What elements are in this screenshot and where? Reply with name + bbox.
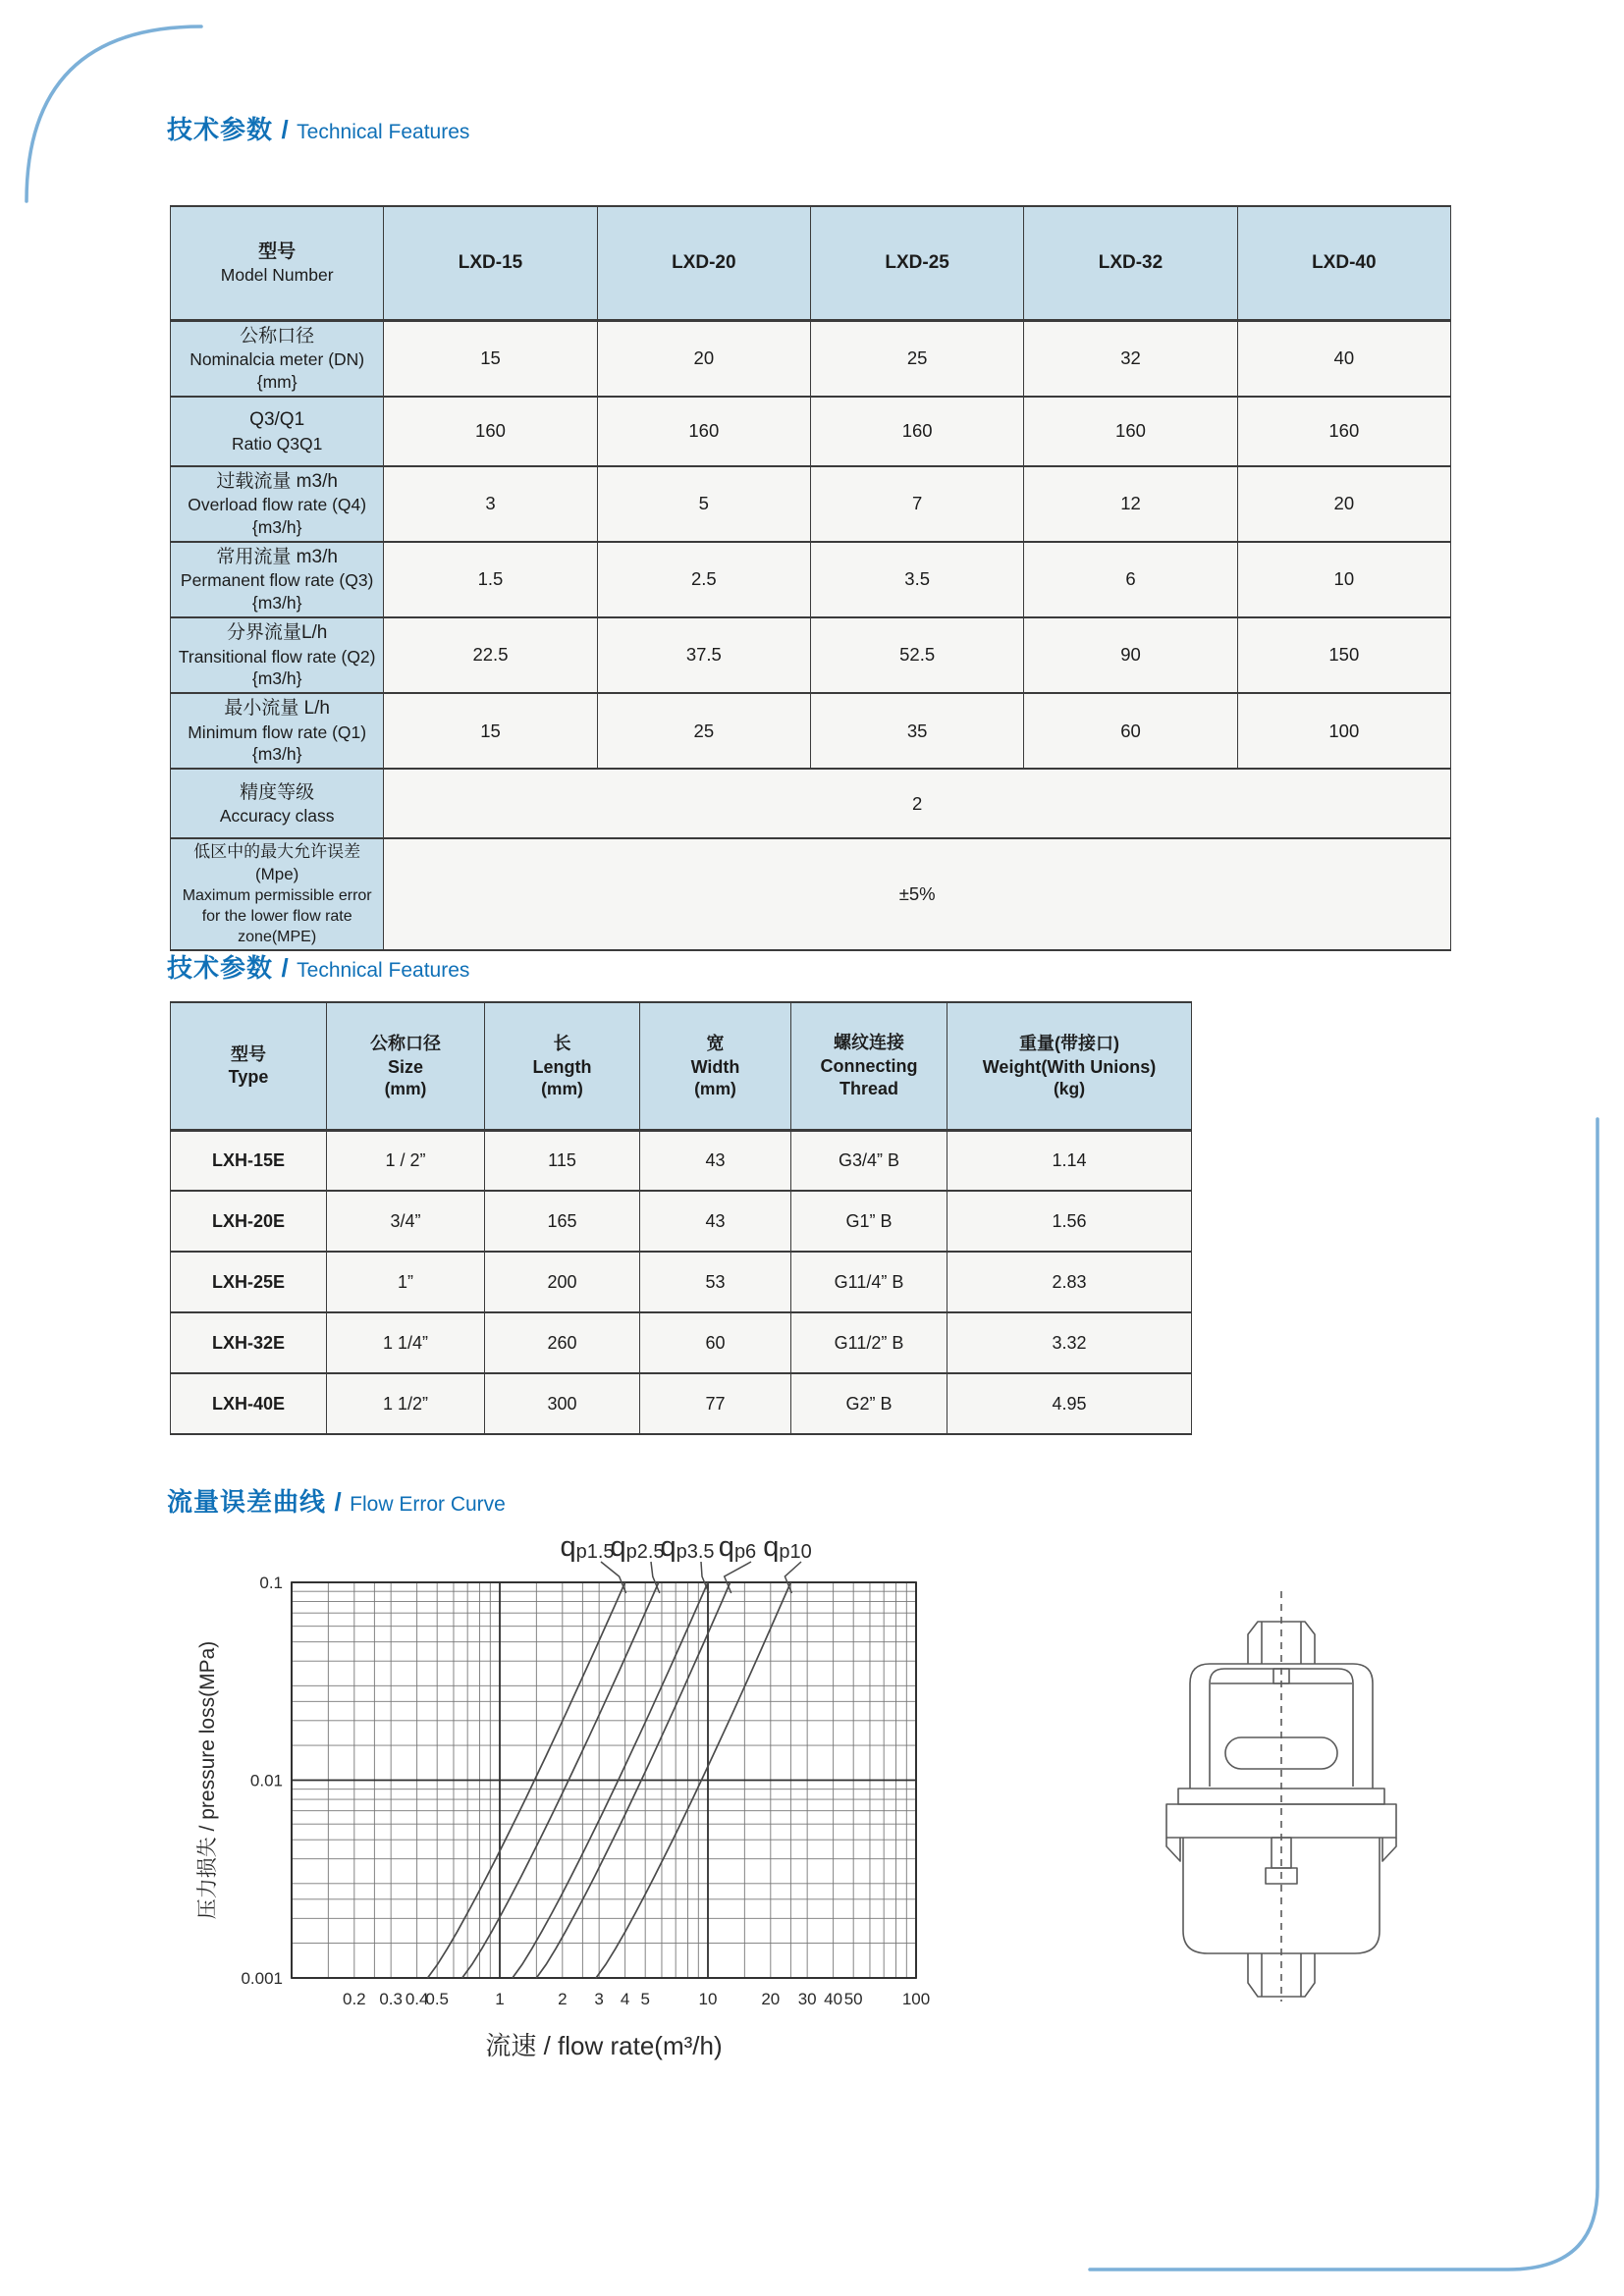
meter-window-slot	[1225, 1737, 1337, 1769]
label-zh: Q3/Q1	[249, 408, 305, 430]
curve-label-qp6: qp6	[718, 1531, 757, 1563]
table2-row	[171, 1130, 1192, 1191]
model-header-cell: LXD-25	[810, 206, 1023, 320]
spec-merged-value-cell: ±5%	[384, 838, 1451, 950]
label-zh: 重量(带接口)	[1019, 1034, 1119, 1054]
x-tick-label: 30	[797, 1990, 817, 2008]
dimension-header-cell	[171, 1002, 327, 1130]
spec-value-cell: 7	[810, 466, 1023, 542]
spec-value-cell: 15	[384, 693, 597, 769]
spec-label-cell	[171, 542, 384, 617]
spec-value-cell: 160	[810, 397, 1023, 466]
label-zh: 型号	[258, 240, 297, 262]
label-zh: 低区中的最大允许误差(Mpe)	[193, 842, 361, 884]
table1-header-row	[171, 206, 1451, 320]
spec-label-cell	[171, 693, 384, 769]
label-en: Nominalcia meter (DN){mm}	[189, 349, 365, 392]
technical-features-table	[170, 205, 1451, 951]
section3-title-zh: 流量误差曲线	[167, 1487, 327, 1517]
label-en: Transitional flow rate (Q2){m3/h}	[178, 646, 376, 689]
spec-label-cell	[171, 466, 384, 542]
section2-title-en: Technical Features	[297, 959, 470, 982]
section2-title-zh: 技术参数	[167, 953, 274, 983]
label-zh: 最小流量 L/h	[224, 698, 331, 720]
curve-label-qp2.5: qp2.5	[610, 1531, 665, 1563]
label-en: Overload flow rate (Q4){m3/h}	[188, 495, 367, 538]
model-header-cell: LXD-32	[1024, 206, 1237, 320]
spec-value-cell: 25	[597, 693, 810, 769]
x-tick-label: 1	[495, 1990, 505, 2008]
spec-value-cell: 20	[1237, 466, 1450, 542]
label-zh: 过载流量 m3/h	[216, 470, 338, 492]
dimension-value-cell: 1.56	[947, 1191, 1192, 1252]
dimension-value-cell: 1.14	[947, 1130, 1192, 1191]
label-en: Minimum flow rate (Q1){m3/h}	[188, 721, 367, 765]
x-tick-label: 0.5	[425, 1990, 450, 2008]
model-header-cell: LXD-15	[384, 206, 597, 320]
table1-row	[171, 320, 1451, 397]
table2-row	[171, 1373, 1192, 1434]
dimensions-table	[170, 1001, 1192, 1435]
table2-row	[171, 1312, 1192, 1373]
model-number-header-cell	[171, 206, 384, 320]
section1-title	[167, 110, 469, 146]
table1-row	[171, 466, 1451, 542]
spec-label-cell	[171, 769, 384, 838]
dimension-value-cell: 3/4”	[327, 1191, 485, 1252]
spec-label-cell	[171, 617, 384, 693]
label-zh: 宽	[706, 1034, 725, 1054]
x-tick-label: 40	[824, 1990, 843, 2008]
x-tick-label: 0.4	[405, 1990, 429, 2008]
label-unit: (kg)	[1053, 1079, 1086, 1099]
dimension-header-cell	[791, 1002, 947, 1130]
spec-value-cell: 22.5	[384, 617, 597, 693]
x-tick-label: 3	[594, 1990, 604, 2008]
table1-row	[171, 397, 1451, 466]
dimension-value-cell: 60	[640, 1312, 791, 1373]
spec-merged-value-cell: 2	[384, 769, 1451, 838]
model-header-cell: LXD-20	[597, 206, 810, 320]
label-en: Accuracy class	[219, 806, 335, 827]
x-tick-label: 0.2	[342, 1990, 366, 2008]
dimension-value-cell: 165	[485, 1191, 640, 1252]
table1-head	[171, 206, 1451, 320]
type-cell: LXH-25E	[171, 1252, 327, 1312]
curve-label-qp10: qp10	[763, 1531, 812, 1563]
type-cell: LXH-15E	[171, 1130, 327, 1191]
label-en: Length	[532, 1056, 592, 1077]
dimension-value-cell: 200	[485, 1252, 640, 1312]
spec-value-cell: 40	[1237, 320, 1450, 397]
table2-body	[171, 1130, 1192, 1434]
table1-body	[171, 320, 1451, 950]
type-cell: LXH-20E	[171, 1191, 327, 1252]
spec-value-cell: 160	[597, 397, 810, 466]
dimension-value-cell: 300	[485, 1373, 640, 1434]
table2-row	[171, 1252, 1192, 1312]
title-separator: /	[281, 115, 289, 144]
spec-value-cell: 100	[1237, 693, 1450, 769]
label-en: Size	[387, 1056, 424, 1077]
spec-value-cell: 150	[1237, 617, 1450, 693]
x-tick-label: 0.3	[379, 1990, 403, 2008]
table1-merged-row	[171, 838, 1451, 950]
y-tick-label: 0.01	[249, 1771, 283, 1790]
dimension-value-cell: 1”	[327, 1252, 485, 1312]
label-en: Ratio Q3Q1	[231, 433, 323, 454]
dimension-value-cell: 260	[485, 1312, 640, 1373]
x-tick-label: 10	[698, 1990, 718, 2008]
spec-label-cell	[171, 838, 384, 950]
label-en: Maximum permissible error for the lower flow rate zone(MPE)	[182, 887, 372, 945]
spec-value-cell: 3.5	[810, 542, 1023, 617]
dimension-value-cell: G11/4” B	[791, 1252, 947, 1312]
spec-label-cell	[171, 320, 384, 397]
spec-value-cell: 15	[384, 320, 597, 397]
spec-value-cell: 52.5	[810, 617, 1023, 693]
dimension-value-cell: 3.32	[947, 1312, 1192, 1373]
spec-value-cell: 10	[1237, 542, 1450, 617]
spec-value-cell: 20	[597, 320, 810, 397]
label-en: Permanent flow rate (Q3){m3/h}	[180, 570, 374, 614]
table1-row	[171, 617, 1451, 693]
dimension-value-cell: 53	[640, 1252, 791, 1312]
spec-value-cell: 160	[384, 397, 597, 466]
spec-value-cell: 160	[1237, 397, 1450, 466]
table1-row	[171, 542, 1451, 617]
x-tick-label: 2	[558, 1990, 568, 2008]
dimension-header-cell	[947, 1002, 1192, 1130]
table2-header-row	[171, 1002, 1192, 1130]
label-en: Type	[228, 1067, 269, 1088]
table1-row	[171, 693, 1451, 769]
dimension-value-cell: 1 / 2”	[327, 1130, 485, 1191]
model-header-cell: LXD-40	[1237, 206, 1450, 320]
spec-value-cell: 90	[1024, 617, 1237, 693]
spec-label-cell	[171, 397, 384, 466]
section3-title-en: Flow Error Curve	[350, 1493, 506, 1516]
spec-value-cell: 35	[810, 693, 1023, 769]
dimension-header-cell	[327, 1002, 485, 1130]
label-unit: (mm)	[384, 1079, 427, 1099]
title-separator: /	[334, 1487, 342, 1517]
label-en: Model Number	[220, 265, 334, 286]
spec-value-cell: 60	[1024, 693, 1237, 769]
dimension-value-cell: 1 1/4”	[327, 1312, 485, 1373]
spec-value-cell: 12	[1024, 466, 1237, 542]
spec-value-cell: 3	[384, 466, 597, 542]
dimension-header-cell	[485, 1002, 640, 1130]
spec-value-cell: 32	[1024, 320, 1237, 397]
spec-value-cell: 160	[1024, 397, 1237, 466]
x-tick-label: 50	[843, 1990, 863, 2008]
y-tick-label: 0.001	[241, 1969, 283, 1988]
label-zh: 型号	[231, 1043, 266, 1064]
dimension-value-cell: G2” B	[791, 1373, 947, 1434]
x-tick-label: 4	[620, 1990, 630, 2008]
dimension-value-cell: G3/4” B	[791, 1130, 947, 1191]
section3-title	[167, 1482, 506, 1519]
dimension-header-cell	[640, 1002, 791, 1130]
y-tick-label: 0.1	[259, 1574, 283, 1592]
x-tick-label: 5	[640, 1990, 650, 2008]
label-en: Width	[690, 1056, 740, 1077]
spec-value-cell: 6	[1024, 542, 1237, 617]
label-zh: 分界流量L/h	[226, 621, 328, 643]
label-zh: 常用流量 m3/h	[216, 546, 338, 567]
label-unit: (mm)	[541, 1079, 583, 1099]
dimension-value-cell: 43	[640, 1130, 791, 1191]
section1-title-en: Technical Features	[297, 121, 470, 143]
spec-value-cell: 25	[810, 320, 1023, 397]
label-zh: 精度等级	[240, 781, 315, 803]
x-tick-label: 100	[901, 1990, 931, 2008]
y-axis-title: 压力损失 / pressure loss(MPa)	[196, 1640, 219, 1920]
dimension-value-cell: 115	[485, 1130, 640, 1191]
spec-value-cell: 1.5	[384, 542, 597, 617]
label-unit: (mm)	[694, 1079, 736, 1099]
label-en: Weight(With Unions)	[982, 1056, 1157, 1077]
curve-label-qp1.5: qp1.5	[560, 1531, 615, 1563]
label-zh: 公称口径	[370, 1034, 441, 1054]
label-zh: 螺纹连接	[834, 1033, 904, 1053]
type-cell: LXH-32E	[171, 1312, 327, 1373]
dimension-value-cell: 2.83	[947, 1252, 1192, 1312]
x-tick-label: 20	[761, 1990, 781, 2008]
x-axis-title: 流速 / flow rate(m³/h)	[485, 2031, 723, 2060]
dimension-value-cell: 77	[640, 1373, 791, 1434]
section2-title	[167, 948, 469, 985]
spec-value-cell: 5	[597, 466, 810, 542]
section1-title-zh: 技术参数	[167, 115, 274, 144]
label-en: Connecting Thread	[820, 1055, 918, 1098]
table1-merged-row	[171, 769, 1451, 838]
label-zh: 公称口径	[240, 325, 315, 347]
curve-label-qp3.5: qp3.5	[660, 1531, 715, 1563]
spec-value-cell: 37.5	[597, 617, 810, 693]
label-zh: 长	[553, 1034, 571, 1054]
type-cell: LXH-40E	[171, 1373, 327, 1434]
dimension-value-cell: 43	[640, 1191, 791, 1252]
table2-head	[171, 1002, 1192, 1130]
dimension-value-cell: G11/2” B	[791, 1312, 947, 1373]
water-meter-diagram	[1124, 1585, 1438, 2007]
title-separator: /	[281, 953, 289, 983]
dimension-value-cell: 1 1/2”	[327, 1373, 485, 1434]
flow-error-curve-chart	[177, 1517, 992, 2086]
spec-value-cell: 2.5	[597, 542, 810, 617]
dimension-value-cell: G1” B	[791, 1191, 947, 1252]
table2-row	[171, 1191, 1192, 1252]
dimension-value-cell: 4.95	[947, 1373, 1192, 1434]
